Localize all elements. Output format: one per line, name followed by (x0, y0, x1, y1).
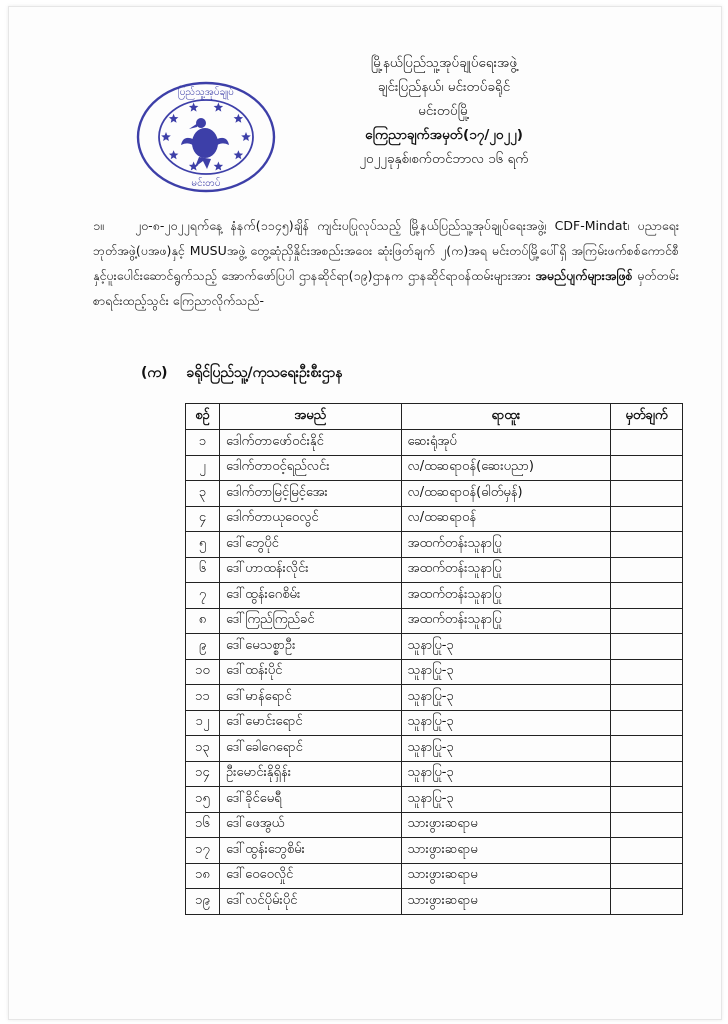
serial-cell: ၁ (186, 430, 220, 456)
table-row (186, 608, 683, 634)
remark-cell (611, 455, 683, 481)
header-organization: မြို့နယ်ပြည်သူ့အုပ်ချုပ်ရေးအဖွဲ့ (370, 55, 518, 71)
name-cell: ဒေါ်လင်ပိုမ်းပိုင် (219, 889, 401, 915)
position-cell: လ/ထဆရာဝန်(ဓါတ်မှန်) (401, 481, 611, 507)
table-row (186, 761, 683, 787)
remark-cell (611, 889, 683, 915)
svg-text:မင်းတပ်: မင်းတပ် (191, 178, 221, 189)
serial-cell: ၁၃ (186, 736, 220, 762)
remark-cell (611, 812, 683, 838)
seal-star-icon (214, 103, 224, 112)
position-cell: အထက်တန်းသူနာပြု (401, 532, 611, 558)
remark-cell (611, 710, 683, 736)
table-row (186, 710, 683, 736)
table-row (186, 557, 683, 583)
paragraph-bold-text: အမည်ပျက်များအဖြစ် (535, 268, 633, 283)
remark-cell (611, 532, 683, 558)
remark-cell (611, 761, 683, 787)
name-cell: ဒေါ်ခိုင်မေရီ (219, 787, 401, 813)
serial-cell: ၃ (186, 481, 220, 507)
serial-cell: ၁၅ (186, 787, 220, 813)
serial-cell: ၉ (186, 634, 220, 660)
serial-cell: ၁၁ (186, 685, 220, 711)
table-row (186, 583, 683, 609)
name-cell: ဒေါ်ဘွေပိုင် (219, 532, 401, 558)
remark-cell (611, 685, 683, 711)
table-row (186, 634, 683, 660)
position-cell: အထက်တန်းသူနာပြု (401, 608, 611, 634)
remark-cell (611, 634, 683, 660)
position-cell: သားဖွားဆရာမ (401, 889, 611, 915)
section-heading (141, 363, 343, 384)
header-name: အမည် (219, 404, 401, 430)
serial-cell: ၁၉ (186, 889, 220, 915)
name-cell: ဒေါ်မောင်းရောင် (219, 710, 401, 736)
serial-cell: ၇ (186, 583, 220, 609)
name-cell: ဒေါက်တာယုဝေလွင် (219, 506, 401, 532)
section-label: (က) (141, 365, 168, 381)
serial-cell: ၈ (186, 608, 220, 634)
name-cell: ဦးမောင်းနိုရှိန်း (219, 761, 401, 787)
serial-cell: ၅ (186, 532, 220, 558)
position-cell: သားဖွားဆရာမ (401, 812, 611, 838)
document-page (8, 6, 722, 1020)
remark-cell (611, 787, 683, 813)
serial-cell: ၄ (186, 506, 220, 532)
paragraph-number: ၁။ (93, 218, 104, 233)
table-row (186, 506, 683, 532)
serial-cell: ၁၈ (186, 863, 220, 889)
seal-star-icon (241, 132, 251, 141)
name-cell: ဒေါ်ခေါဂေရောင် (219, 736, 401, 762)
table-header-row (186, 404, 683, 430)
table-row (186, 736, 683, 762)
seal-star-icon (189, 103, 199, 112)
position-cell: အထက်တန်းသူနာပြု (401, 583, 611, 609)
name-cell: ဒေါ်ဖေအွယ် (219, 812, 401, 838)
table-row (186, 889, 683, 915)
remark-cell (611, 736, 683, 762)
table-row (186, 455, 683, 481)
remark-cell (611, 481, 683, 507)
position-cell: သားဖွားဆရာမ (401, 863, 611, 889)
position-cell: သူနာပြု-၃ (401, 710, 611, 736)
table-body (186, 430, 683, 915)
staff-table (185, 403, 683, 915)
seal-star-icon (234, 150, 244, 159)
table-row (186, 659, 683, 685)
seal-star-icon (169, 150, 179, 159)
position-cell: သူနာပြု-၃ (401, 685, 611, 711)
remark-cell (611, 838, 683, 864)
remark-cell (611, 430, 683, 456)
table-row (186, 787, 683, 813)
name-cell: ဒေါက်တာမြင့်မြင့်အေး (219, 481, 401, 507)
name-cell: ဒေါ်မေသစ္စာဦး (219, 634, 401, 660)
remark-cell (611, 506, 683, 532)
position-cell: သားဖွားဆရာမ (401, 838, 611, 864)
document-header (279, 51, 609, 171)
seal-star-icon (234, 114, 244, 123)
seal-stamp (133, 79, 279, 195)
serial-cell: ၁၂ (186, 710, 220, 736)
remark-cell (611, 583, 683, 609)
table-row (186, 863, 683, 889)
seal-star-icon (214, 162, 224, 171)
position-cell: လ/ထဆရာဝန် (401, 506, 611, 532)
name-cell: ဒေါ်မာန်ရောင် (219, 685, 401, 711)
position-cell: သူနာပြု-၃ (401, 761, 611, 787)
table-row (186, 812, 683, 838)
remark-cell (611, 659, 683, 685)
header-serial: စဉ် (186, 404, 220, 430)
announcement-date: ၂၀၂၂ခုနှစ်၊စက်တင်ဘာလ ၁၆ ရက် (359, 151, 529, 167)
name-cell: ဒေါက်တာဝင့်ရည်လင်း (219, 455, 401, 481)
position-cell: ဆေးရုံအုပ် (401, 430, 611, 456)
serial-cell: ၁၆ (186, 812, 220, 838)
seal-star-icon (161, 132, 171, 141)
name-cell: ဒေါ်ထွန်းဘွေစိမ်း (219, 838, 401, 864)
name-cell: ဒေါ်ကြည်ကြည်ခင် (219, 608, 401, 634)
header-state-district: ချင်းပြည်နယ်၊ မင်းတပ်ခရိုင် (377, 79, 511, 95)
name-cell: ဒေါ်ထွန်းဂေစိမ်း (219, 583, 401, 609)
paragraph-text: ၂၀-၈-၂၀၂၂ရက်နေ့ နံနက်(၁၁၄၅)ချိန် ကျင်းပပြုလုပ်သည့် မြို့နယ်ပြည်သူ့အုပ်ချုပ်ရေးအဖွဲ့၊ CDF-Mindat၊ ပညာရေးဘုတ်အဖွဲ့(ပအဖ)နှင့် MUSUအဖွဲ့ တွေ့ဆုံညှိနှိုင်းအစည်းအဝေး ဆုံးဖြတ်ချက် ၂(က)အရ မင်းတပ်မြို့ပေါ်ရှိ အကြမ်းဖက်စစ်ကောင်စီ နှင့်ပူးပေါင်းဆောင်ရွက်သည့် အောက်ဖော်ပြပါ ဌာနဆိုင်ရာ(၁၉)ဌာနက ဌာနဆိုင်ရာဝန်ထမ်းများအား (93, 218, 679, 283)
svg-text:ပြည်သူ့အုပ်ချုပ်: ပြည်သူ့အုပ်ချုပ် (178, 87, 234, 98)
position-cell: လ/ထဆရာဝန်(ဆေးပညာ) (401, 455, 611, 481)
name-cell: ဒေါ်ထန်းပိုင် (219, 659, 401, 685)
position-cell: သူနာပြု-၃ (401, 634, 611, 660)
table-row (186, 481, 683, 507)
seal-star-icon (169, 114, 179, 123)
remark-cell (611, 557, 683, 583)
remark-cell (611, 608, 683, 634)
serial-cell: ၁၇ (186, 838, 220, 864)
serial-cell: ၁၀ (186, 659, 220, 685)
table-row (186, 685, 683, 711)
serial-cell: ၂ (186, 455, 220, 481)
header-remark: မှတ်ချက် (611, 404, 683, 430)
serial-cell: ၁၄ (186, 761, 220, 787)
table-row (186, 532, 683, 558)
name-cell: ဒေါ်ဟာထန်းလိုင်း (219, 557, 401, 583)
header-town: မင်းတပ်မြို့ (418, 103, 470, 119)
position-cell: အထက်တန်းသူနာပြု (401, 557, 611, 583)
header-position: ရာထူး (401, 404, 611, 430)
name-cell: ဒေါက်တာဖော်ဝင်းနိုင် (219, 430, 401, 456)
name-cell: ဒေါ်ဝေဝေလှိုင် (219, 863, 401, 889)
serial-cell: ၆ (186, 557, 220, 583)
remark-cell (611, 863, 683, 889)
announcement-number: ကြေညာချက်အမှတ်(၁၇/၂၀၂၂) (365, 127, 523, 143)
announcement-paragraph (93, 213, 679, 313)
position-cell: သူနာပြု-၃ (401, 787, 611, 813)
position-cell: သူနာပြု-၃ (401, 659, 611, 685)
table-row (186, 838, 683, 864)
paragraph-end-text: မှတ်တမ်းစာရင်းထည့်သွင်း ကြေညာလိုက်သည်- (93, 268, 679, 308)
table-row (186, 430, 683, 456)
section-title: ခရိုင်ပြည်သူ့/ကုသရေးဦးစီးဌာန (186, 365, 343, 381)
position-cell: သူနာပြု-၃ (401, 736, 611, 762)
